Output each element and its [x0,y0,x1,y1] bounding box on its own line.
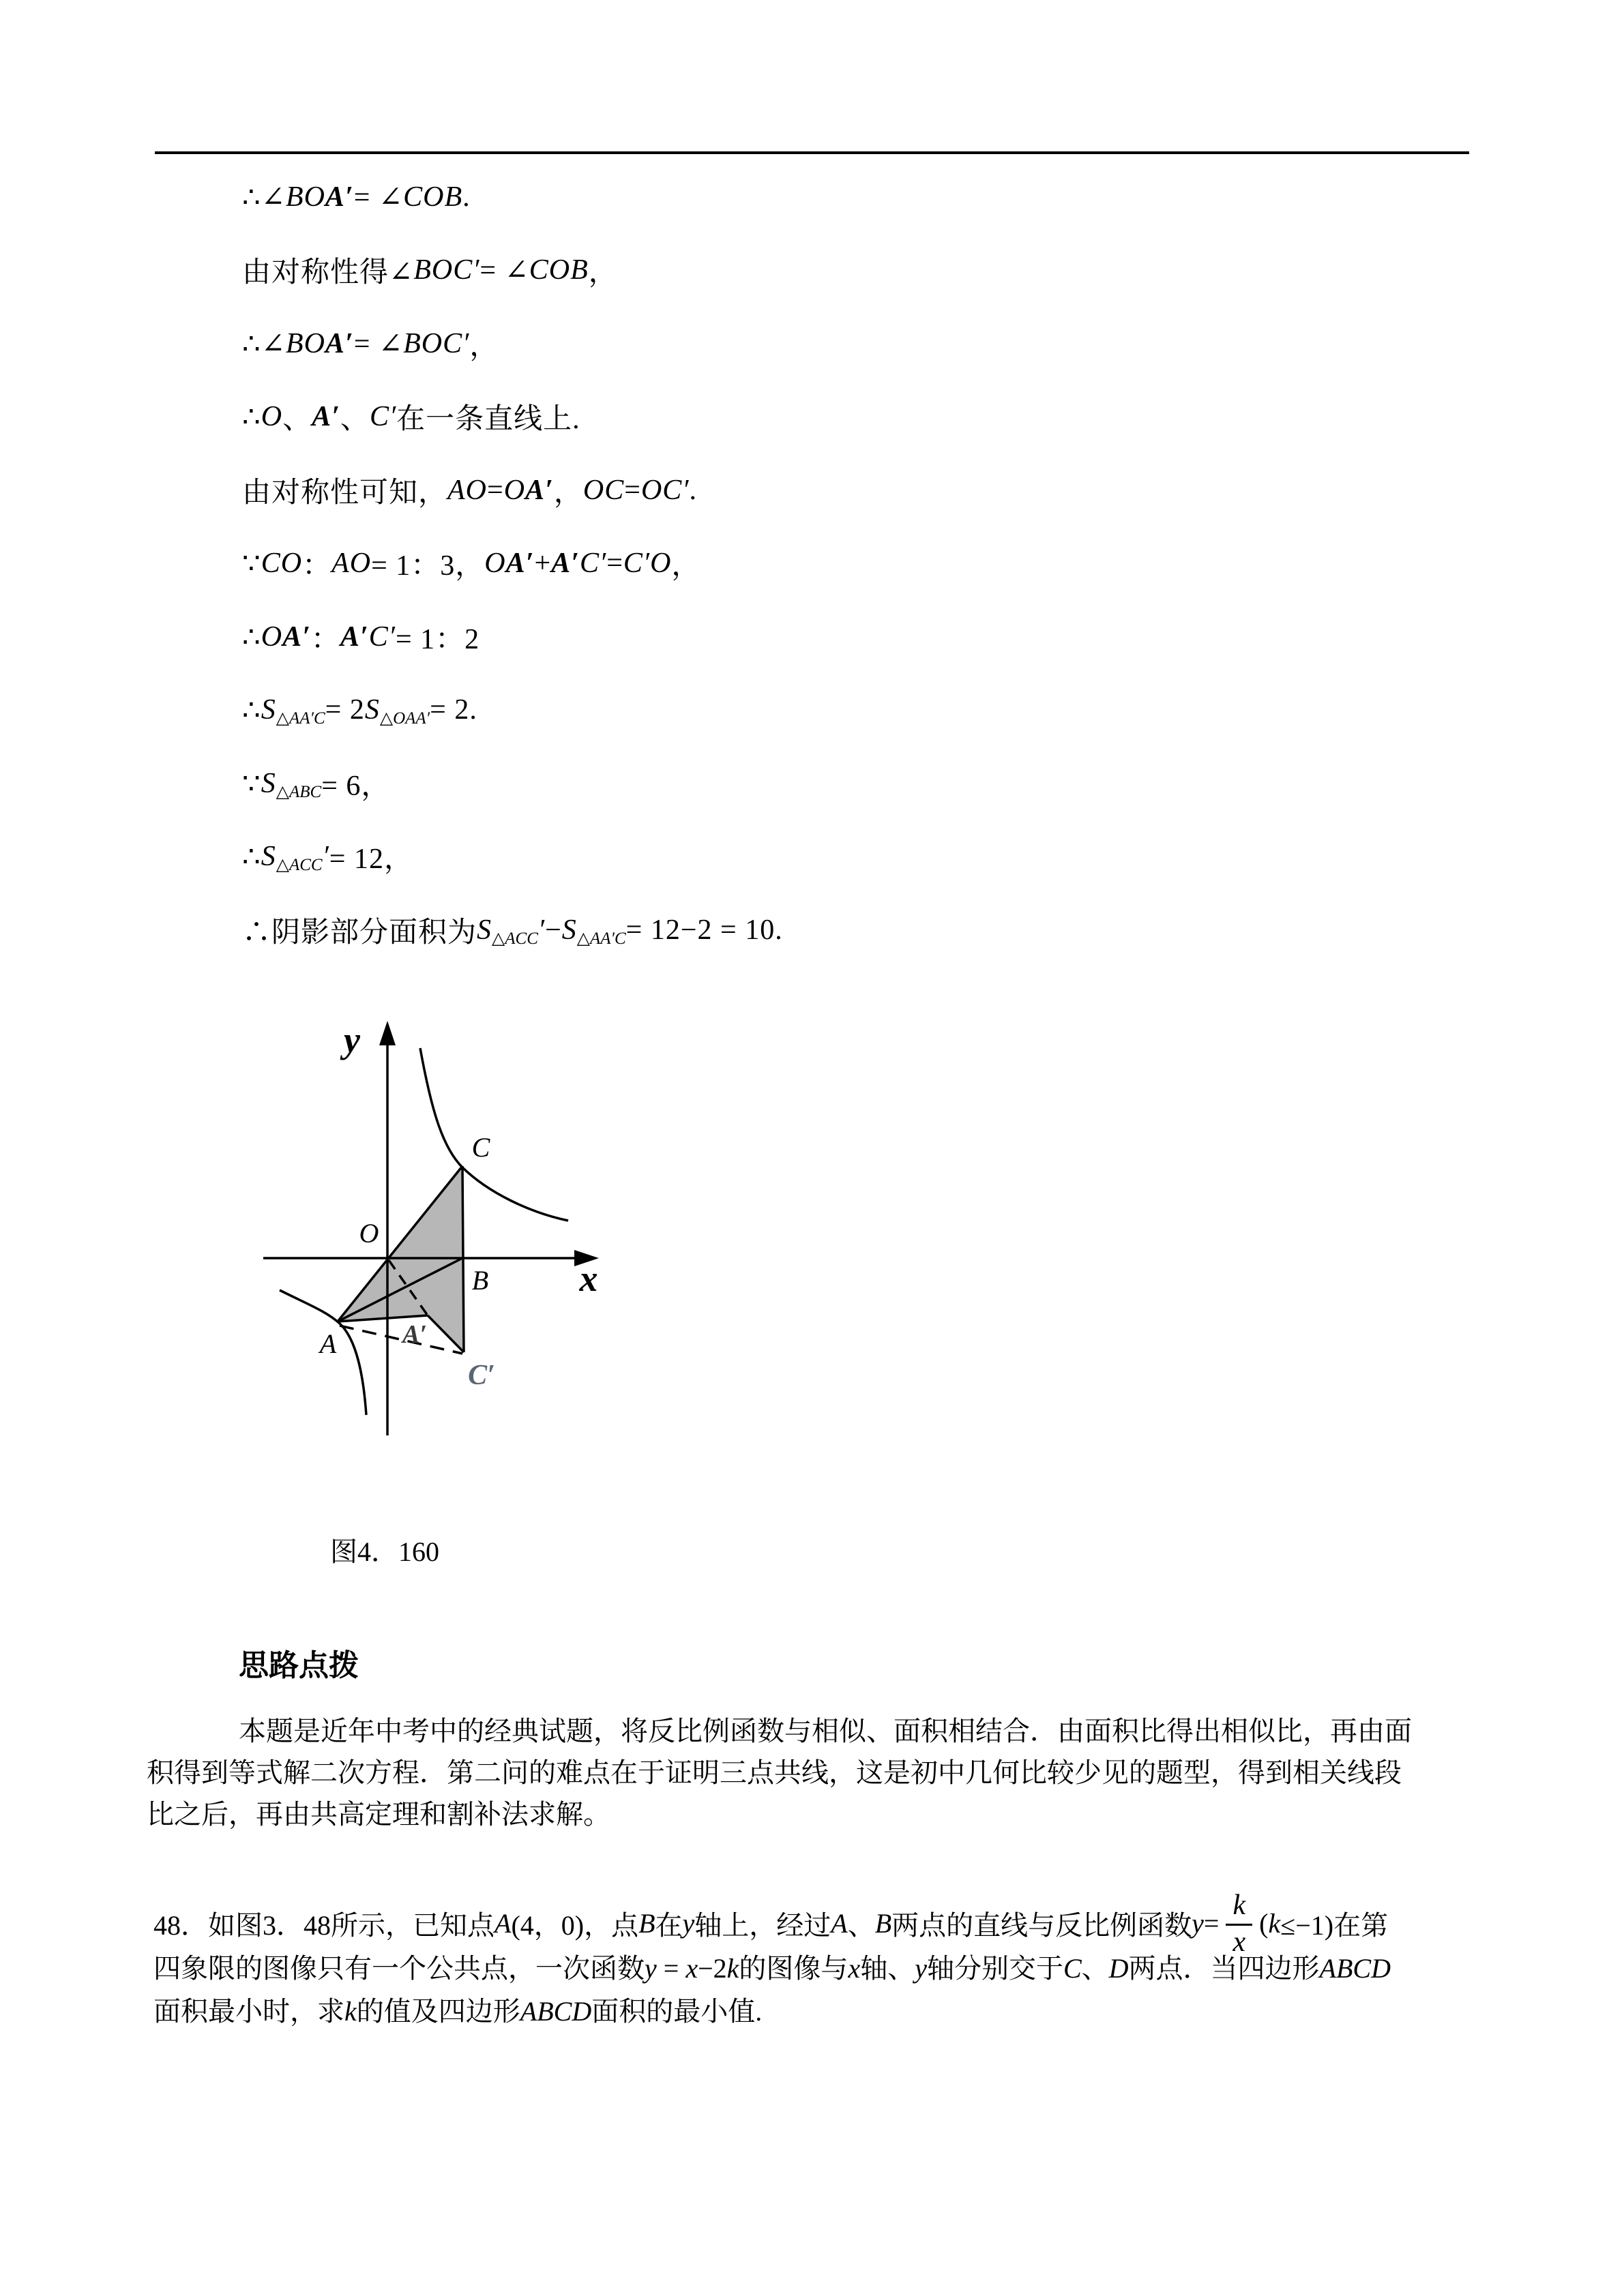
solution-line: 由对称性可知， AO = O A′ ， OC = OC′ . [242,474,697,509]
figure-label-y-axis: y [344,1019,360,1060]
y-axis-arrowhead [379,1021,396,1045]
solution-line: ∴ O A′ ： A′ C′ = 1：2 [242,621,480,655]
solution-steps [242,160,783,967]
figure-label-point-c-prime: C′ [468,1360,495,1391]
tips-paragraph-line: 本题是近年中考中的经典试题，将反比例函数与相似、面积相结合．由面积比得出相似比，再由面 [239,1716,1412,1746]
tips-paragraph-line: 比之后，再由共高定理和割补法求解。 [147,1799,610,1830]
problem-48-line: 四象限的图像只有一个公共点，一次函数y = x−2k的图像与x轴、y轴分别交于C、D两点．当四边形ABCD [153,1953,1391,1984]
figure-label-point-b: B [471,1265,489,1296]
figure-label-point-a: A [319,1328,337,1359]
top-rule-divider [155,151,1469,154]
tips-paragraph-line: 积得到等式解二次方程．第二问的难点在于证明三点共线，这是初中几何比较少见的题型，得到相关线段 [147,1757,1402,1788]
solution-line: ∴ S △AA′C = 2 S △OAA′ = 2. [242,694,477,728]
solution-line: ∴∠ BO A′ = ∠ BOC′ ， [242,327,499,362]
figure-label-x-axis: x [579,1258,598,1299]
solution-line: ∴阴影部分面积为 S △ACC ′ − S △AA′C = 12−2 = 10. [242,914,783,949]
solution-line: 由对称性得∠ BOC′ = ∠ COB ， [242,254,618,289]
tips-paragraph [147,1710,1483,1835]
figure-label-point-a-prime: A′ [402,1320,428,1349]
figure-coordinate-graph [252,999,614,1449]
solution-line: ∵ S △ABC = 6， [242,767,391,802]
solution-line: ∵ CO ： AO = 1：3， O A′ + A′ C′ = C′O ， [242,548,701,582]
tips-heading: 思路点拨 [239,1649,359,1682]
problem-48-line: 48．如图3．48所示，已知点 A (4，0)，点 B 在 y 轴上，经过 A 、 B 两点的直线与反比例函数 y = $\frac{k}{x}$ ( k ≤−1)在第 [153,1890,1389,1958]
figure-label-origin: O [359,1218,379,1249]
problem-48-line: 面积最小时，求k的值及四边形ABCD面积的最小值. [153,1996,763,2027]
figure-caption: 图4．160 [330,1536,439,1567]
solution-line: ∴∠ BO A′ = ∠ COB . [242,181,471,213]
figure-label-point-c: C [471,1132,490,1163]
solution-line: ∴ O 、 A′ 、 C′ 在一条直线上. [242,401,580,436]
solution-line: ∴ S △ACC ′ = 12， [242,841,413,876]
fraction-k-over-x: $\frac{k}{x}$ [1226,1889,1252,1956]
